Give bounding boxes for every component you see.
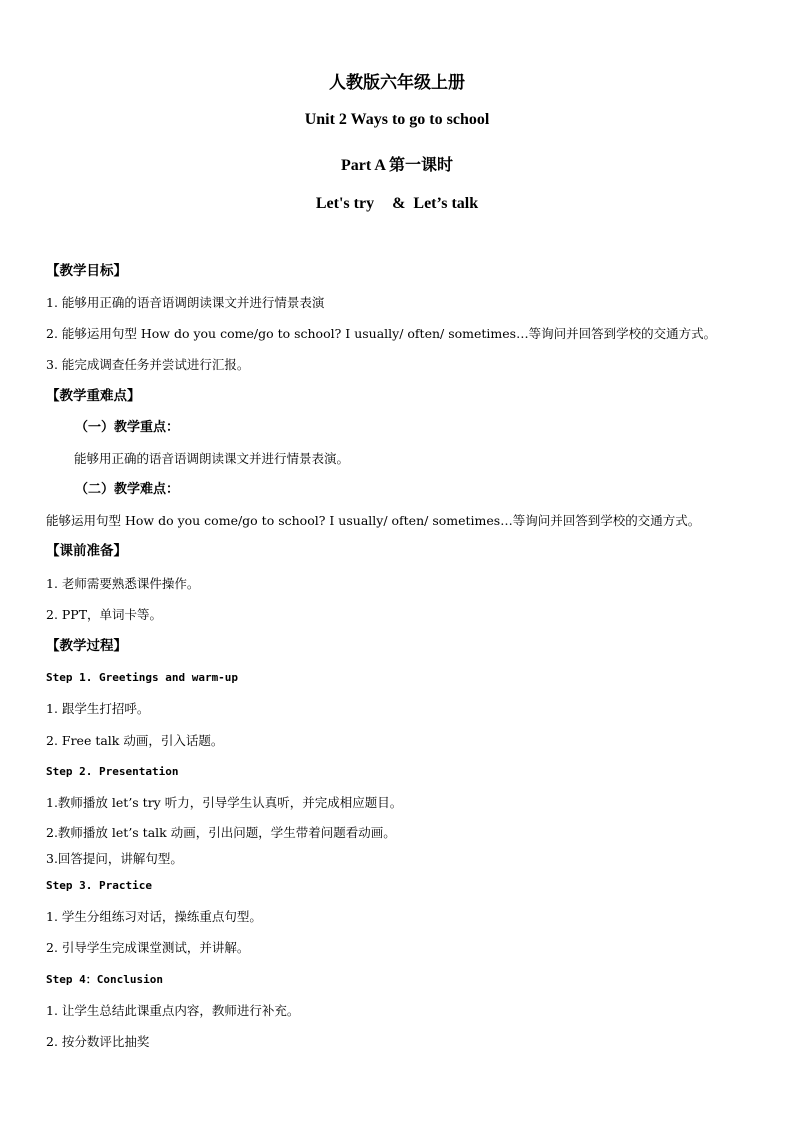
preparation-item: 1. 老师需要熟悉课件操作。 [46,576,200,591]
step4-title: Step 4：Conclusion [46,973,163,986]
difficulty-text: 能够运用句型 How do you come/go to school? I usually/ often/ sometimes…等询问并回答到学校的交通方式。 [46,513,701,528]
step2-item: 1.教师播放 let’s try 听力，引导学生认真听，并完成相应题目。 [46,795,403,810]
step2-item: 2.教师播放 let’s talk 动画，引出问题，学生带着问题看动画。 [46,825,396,840]
step1-item: 2. Free talk 动画，引入话题。 [46,733,224,748]
unit-title: Unit 2 Ways to go to school [304,111,490,128]
step1-item: 1. 跟学生打招呼。 [46,701,150,716]
objective-item: 1. 能够用正确的语音语调朗读课文并进行情景表演 [46,295,325,310]
preparation-item: 2. PPT，单词卡等。 [46,607,163,622]
lesson-talk-label: Let’s talk [413,195,479,212]
step3-title: Step 3. Practice [46,879,152,892]
lesson-try-label: Let's try [315,195,375,212]
lesson-title [0,195,794,213]
objective-item: 3. 能完成调查任务并尝试进行汇报。 [46,357,250,372]
objective-item: 2. 能够运用句型 How do you come/go to school? I usually/ often/ sometimes…等询问并回答到学校的交通方式。 [46,326,717,341]
step1-title: Step 1. Greetings and warm-up [46,671,239,684]
step4-item: 2. 按分数评比抽奖 [46,1034,150,1049]
step3-item: 1. 学生分组练习对话，操练重点句型。 [46,909,262,924]
focus-text: 能够用正确的语音语调朗读课文并进行情景表演。 [74,451,350,466]
step3-item: 2. 引导学生完成课堂测试，并讲解。 [46,940,250,955]
key-points-heading: 【教学重难点】 [46,388,141,404]
step4-item: 1. 让学生总结此课重点内容，教师进行补充。 [46,1003,300,1018]
objectives-heading: 【教学目标】 [46,263,127,279]
document-title: 人教版六年级上册 [329,73,465,93]
step2-item: 3.回答提问，讲解句型。 [46,851,183,866]
lesson-ampersand: & [392,195,406,212]
process-heading: 【教学过程】 [46,638,127,654]
preparation-heading: 【课前准备】 [46,543,127,559]
difficulty-label: （二）教学难点： [75,482,180,497]
focus-label: （一）教学重点： [75,420,180,435]
part-title: Part A 第一课时 [341,157,453,174]
step2-title: Step 2. Presentation [46,765,179,778]
